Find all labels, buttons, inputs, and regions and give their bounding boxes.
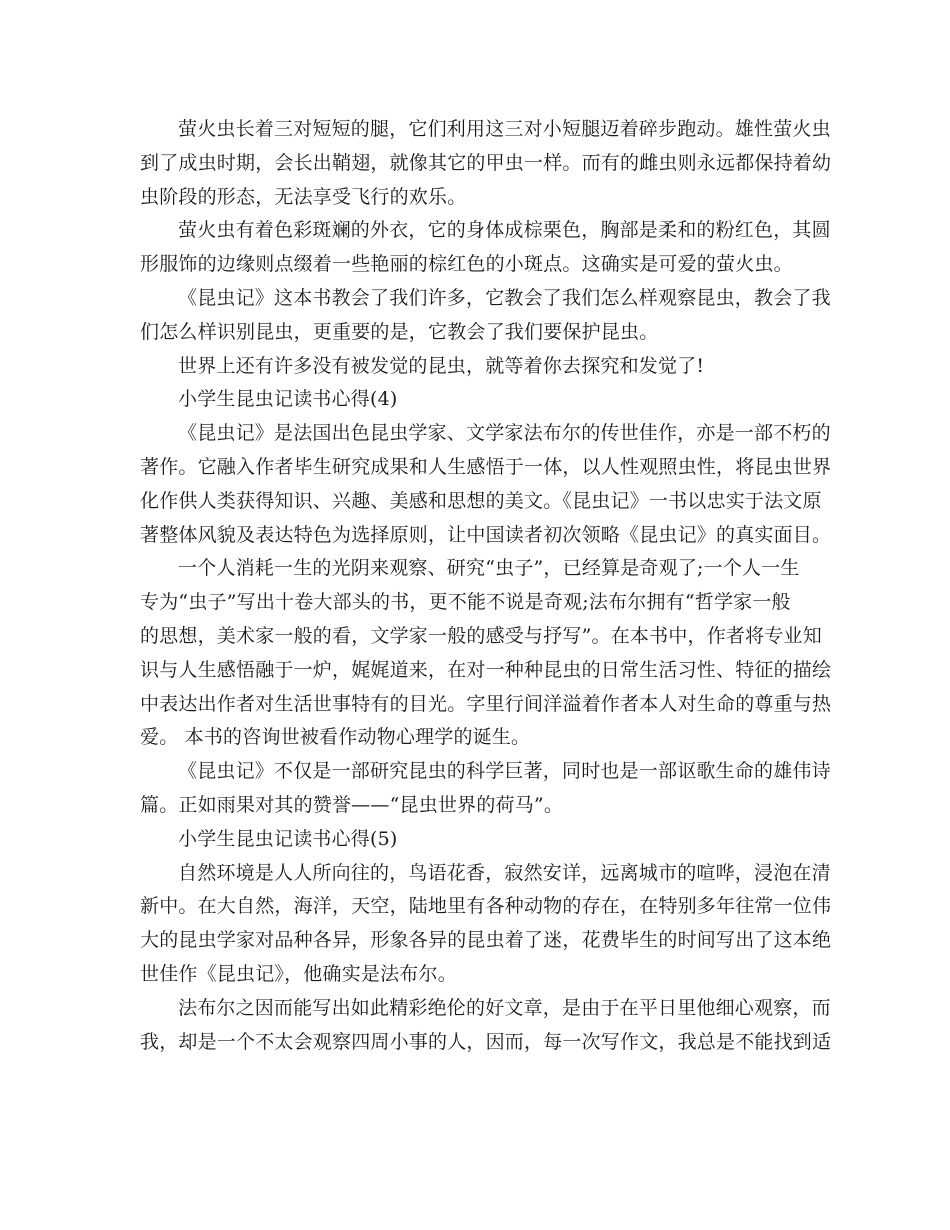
text-line: 的思想，美术家一般的看，文学家一般的感受与抒写”。在本书中，作者将专业知 [140, 624, 822, 647]
text-line: 篇。正如雨果对其的赞誉——“昆虫世界的荷马”。 [140, 793, 564, 816]
text-line: 世佳作《昆虫记》，他确实是法布尔。 [140, 962, 457, 985]
text-line: 识与人生感悟融于一炉，娓娓道来，在对一种种昆虫的日常生活习性、特征的描绘 [140, 658, 832, 681]
text-line: 自然环境是人人所向往的，鸟语花香，寂然安详，远离城市的喧哗，浸泡在清 [178, 861, 831, 884]
paragraph [140, 552, 832, 755]
text-line: 《昆虫记》是法国出色昆虫学家、文学家法布尔的传世佳作，亦是一部不朽的 [178, 422, 831, 445]
text-line: 中表达出作者对生活世事特有的目光。字里行间洋溢着作者本人对生命的尊重与热 [140, 692, 832, 715]
text-line: 萤火虫有着色彩斑斓的外衣，它的身体成棕栗色，胸部是柔和的粉红色，其圆 [178, 219, 831, 242]
paragraph [140, 214, 831, 282]
text-line: 著作。它融入作者毕生研究成果和人生感悟于一体，以人性观照虫性，将昆虫世界 [140, 455, 832, 478]
text-line: 虫阶段的形态，无法享受飞行的欢乐。 [140, 185, 467, 208]
text-line: 新中。在大自然，海洋，天空，陆地里有各种动物的存在，在特别多年往常一位伟 [140, 895, 832, 918]
paragraph [140, 113, 832, 214]
paragraph [140, 992, 832, 1060]
paragraph [140, 282, 831, 350]
text-line: 《昆虫记》这本书教会了我们许多，它教会了我们怎么样观察昆虫，教会了我 [178, 286, 831, 309]
document-body [140, 113, 832, 1059]
text-line: 法布尔之因而能写出如此精彩绝伦的好文章，是由于在平日里他细心观察，而 [178, 996, 831, 1019]
paragraph [140, 417, 832, 552]
paragraph [140, 857, 832, 992]
text-line: 萤火虫长着三对短短的腿，它们利用这三对小短腿迈着碎步跑动。雄性萤火虫 [178, 118, 831, 140]
text-line: 到了成虫时期，会长出鞘翅，就像其它的甲虫一样。而有的雌虫则永远都保持着幼 [140, 151, 832, 174]
text-line: 《昆虫记》不仅是一部研究昆虫的科学巨著，同时也是一部讴歌生命的雄伟诗 [178, 760, 831, 783]
text-line: 形服饰的边缘则点缀着一些艳丽的棕红色的小斑点。这确实是可爱的萤火虫。 [140, 253, 793, 276]
text-line: 著整体风貌及表达特色为选择原则，让中国读者初次领略《昆虫记》的真实面目。 [140, 523, 832, 546]
text-line: 化作供人类获得知识、兴趣、美感和思想的美文。《昆虫记》一书以忠实于法文原 [140, 489, 822, 512]
text-line: 小学生昆虫记读书心得(4) [178, 388, 398, 411]
text-line: 专为“虫子”写出十卷大部头的书，更不能不说是奇观;法布尔拥有“哲学家一般 [140, 591, 791, 614]
text-line: 爱。 本书的咨询世被看作动物心理学的诞生。 [140, 726, 531, 749]
text-line: 小学生昆虫记读书心得(5) [178, 827, 398, 850]
section-heading [140, 823, 816, 857]
text-line: 我，却是一个不太会观察四周小事的人，因而，每一次写作文，我总是不能找到适 [140, 1030, 832, 1053]
text-line: 大的昆虫学家对品种各异，形象各异的昆虫着了迷，花费毕生的时间写出了这本绝 [140, 929, 832, 952]
section-heading [140, 383, 816, 417]
text-line: 一个人消耗一生的光阴来观察、研究“虫子”，已经算是奇观了;一个人一生 [178, 557, 800, 580]
text-line: 们怎么样识别昆虫，更重要的是，它教会了我们要保护昆虫。 [140, 320, 659, 343]
text-line: 世界上还有许多没有被发觉的昆虫，就等着你去探究和发觉了! [178, 354, 705, 377]
paragraph [140, 755, 831, 823]
paragraph [140, 350, 816, 384]
